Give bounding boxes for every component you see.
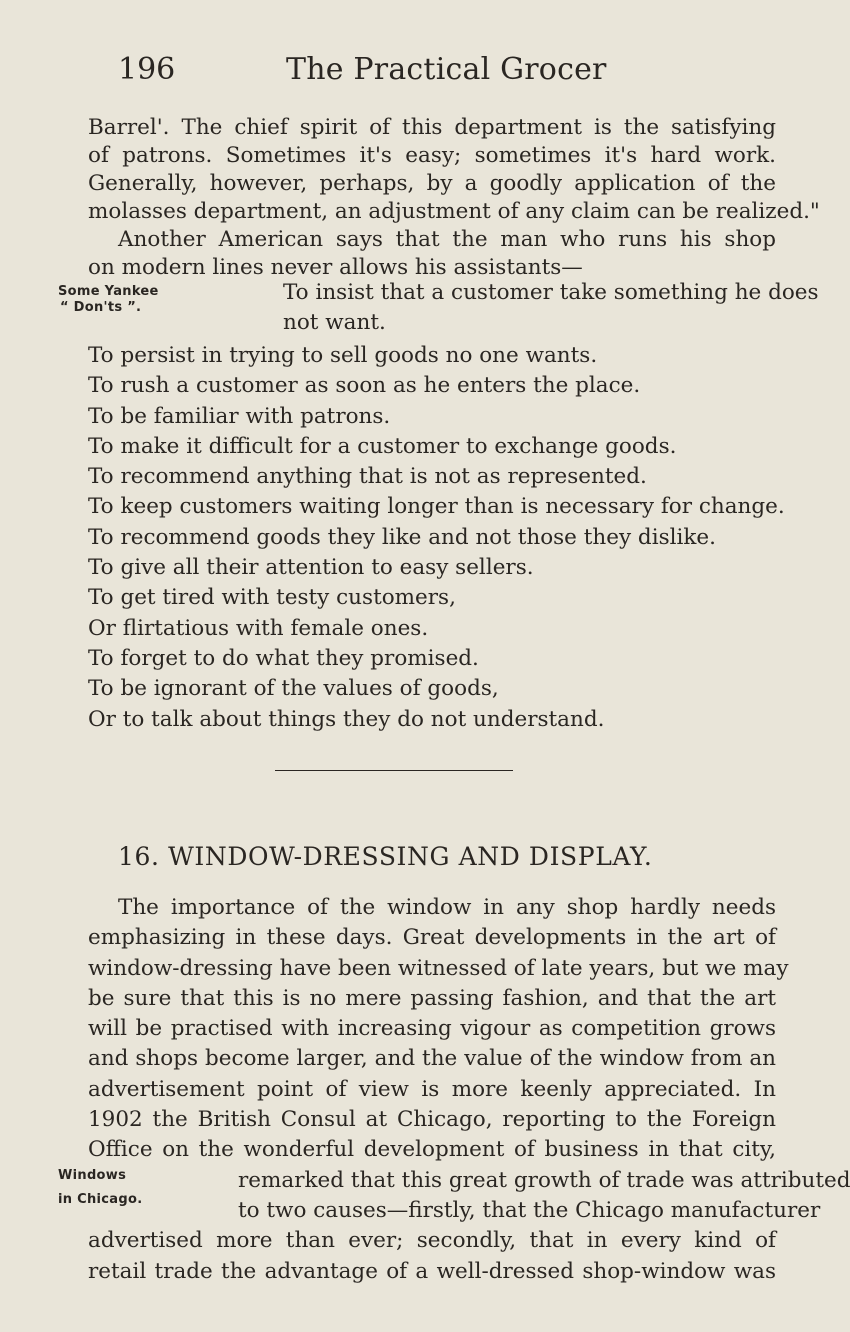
paragraph-2 [88, 893, 850, 1287]
list-item: To rush a customer as soon as he enters the place. [88, 373, 641, 399]
margin-note-line: Windows [58, 1168, 127, 1183]
margin-note-windows [58, 1168, 142, 1208]
paragraph-2-line: The importance of the window in any shop hardly needs [118, 895, 776, 920]
paragraph-2-line: and shops become larger, and the value of the window from an [88, 1046, 776, 1072]
paragraph-2-line: will be practised with increasing vigour as competition grows [88, 1016, 776, 1042]
paragraph-1 [88, 114, 820, 282]
margin-note-donts [58, 284, 159, 316]
paragraph-2-line: emphasizing in these days. Great developments in the art of [88, 925, 776, 951]
list-item: Or flirtatious with female ones. [88, 615, 429, 641]
paragraph-2-line: be sure that this is no mere passing fashion, and that the art [88, 985, 776, 1011]
list-item: To persist in trying to sell goods no one wants. [88, 343, 598, 368]
list-item: To be ignorant of the values of goods, [88, 676, 499, 702]
list-item: To recommend anything that is not as represented. [88, 464, 647, 490]
running-title: The Practical Grocer [286, 52, 607, 87]
margin-note-line: “ Don'ts ”. [60, 300, 142, 315]
paragraph-2-line: advertised more than ever; secondly, that in every kind of [88, 1228, 776, 1254]
list-item: not want. [283, 310, 386, 336]
paragraph-1-line: Generally, however, perhaps, by a goodly application of the [88, 171, 776, 196]
margin-note-line: Some Yankee [58, 284, 159, 299]
margin-note-line: in Chicago. [58, 1192, 143, 1207]
paragraph-2-line: Office on the wonderful development of business in that city, [88, 1137, 776, 1163]
paragraph-2-line: remarked that this great growth of trade was attributed [238, 1167, 850, 1193]
paragraph-2-line: to two causes—firstly, that the Chicago manufacturer [238, 1197, 821, 1223]
list-item: To recommend goods they like and not those they dislike. [88, 524, 716, 550]
list-item: To make it difficult for a customer to exchange goods. [88, 433, 677, 459]
paragraph-1-line: Barrel'. The chief spirit of this department is the satisfying [88, 115, 776, 140]
paragraph-1-line: molasses department, an adjustment of any claim can be realized." [88, 199, 820, 224]
donts-list-first [283, 278, 819, 339]
donts-list [88, 341, 785, 735]
list-item: To forget to do what they promised. [88, 645, 479, 671]
list-item: To keep customers waiting longer than is necessary for change. [88, 494, 785, 520]
paragraph-2-line: advertisement point of view is more keenly appreciated. In [88, 1076, 776, 1102]
paragraph-1-line: Another American says that the man who runs his shop [118, 227, 776, 252]
paragraph-2-line: window-dressing have been witnessed of late years, but we may [88, 955, 789, 981]
paragraph-2-line: retail trade the advantage of a well-dressed shop-window was [88, 1258, 776, 1284]
list-item: To insist that a customer take something he does [283, 280, 819, 305]
list-item: Or to talk about things they do not understand. [88, 706, 605, 732]
paragraph-2-line: 1902 the British Consul at Chicago, reporting to the Foreign [88, 1107, 776, 1133]
page-header [118, 52, 758, 92]
list-item: To get tired with testy customers, [88, 585, 456, 611]
list-item: To be familiar with patrons. [88, 403, 391, 429]
paragraph-1-line: of patrons. Sometimes it's easy; sometimes it's hard work. [88, 143, 776, 168]
paragraph-1-line: on modern lines never allows his assistants— [88, 255, 583, 280]
section-divider [275, 770, 513, 771]
page-number: 196 [118, 52, 176, 87]
list-item: To give all their attention to easy sellers. [88, 555, 534, 581]
section-heading: 16. WINDOW-DRESSING AND DISPLAY. [118, 842, 653, 871]
